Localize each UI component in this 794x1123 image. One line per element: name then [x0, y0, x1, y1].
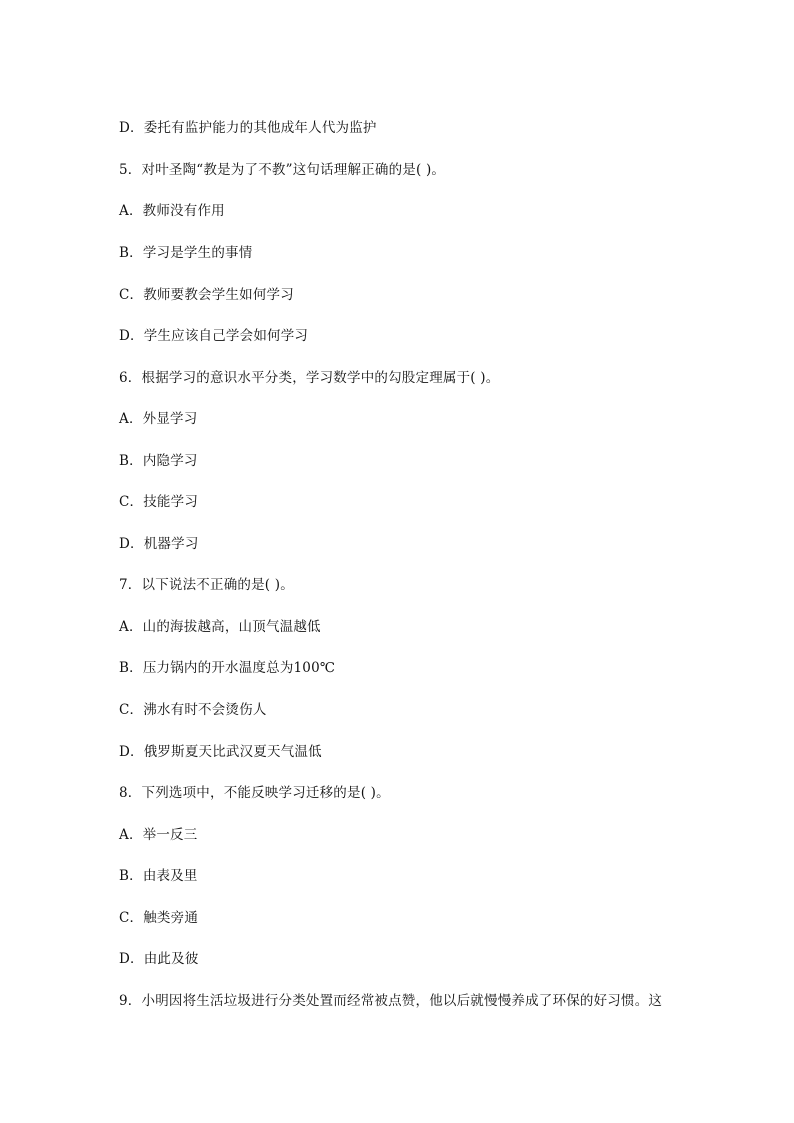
question-line: 5．对叶圣陶“教是为了不教”这句话理解正确的是( )。 [119, 162, 446, 178]
option-line: C．沸水有时不会烫伤人 [119, 702, 267, 718]
option-line: B．压力锅内的开水温度总为100℃ [119, 660, 336, 676]
question-line: 8．下列选项中，不能反映学习迁移的是( )。 [119, 785, 390, 801]
option-line: B．由表及里 [119, 868, 198, 884]
option-line: A．教师没有作用 [119, 203, 225, 219]
option-line: D．机器学习 [119, 536, 199, 552]
option-line: B．学习是学生的事情 [119, 245, 253, 261]
option-line: B．内隐学习 [119, 453, 198, 469]
option-line: D．由此及彼 [119, 951, 199, 967]
question-line: 9．小明因将生活垃圾进行分类处置而经常被点赞，他以后就慢慢养成了环保的好习惯。这 [119, 993, 663, 1009]
question-line: 6．根据学习的意识水平分类，学习数学中的勾股定理属于( )。 [119, 370, 500, 386]
question-line: 7．以下说法不正确的是( )。 [119, 577, 294, 593]
option-line: D．俄罗斯夏天比武汉夏天气温低 [119, 744, 322, 760]
option-line: C．教师要教会学生如何学习 [119, 287, 294, 303]
option-line: C．技能学习 [119, 494, 199, 510]
option-line: A．外显学习 [119, 411, 198, 427]
option-line: D．学生应该自己学会如何学习 [119, 328, 309, 344]
option-line: D．委托有监护能力的其他成年人代为监护 [119, 120, 377, 136]
option-line: A．山的海拔越高，山顶气温越低 [119, 619, 321, 635]
option-line: C．触类旁通 [119, 910, 199, 926]
option-line: A．举一反三 [119, 827, 198, 843]
